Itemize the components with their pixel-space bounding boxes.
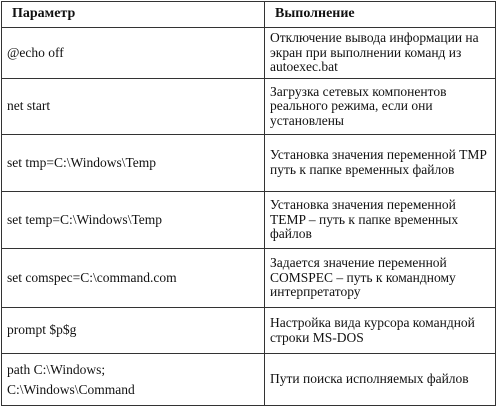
description-cell: Настройка вида курсора командной строки MS-DOS	[265, 308, 496, 354]
description-cell: Отключение вывода информации на экран при выполнении команд из autoexec.bat	[265, 28, 496, 79]
param-text: net start	[7, 98, 51, 114]
table-row	[2, 354, 496, 406]
description-cell: Пути поиска исполняемых файлов	[265, 354, 496, 406]
param-cell	[2, 249, 265, 308]
table-row	[2, 249, 496, 308]
table-row	[2, 192, 496, 249]
description-cell: Установка значения переменной TMP путь к папке временных файлов	[265, 135, 496, 192]
table-row	[2, 79, 496, 135]
param-cell	[2, 192, 265, 249]
param-text: prompt $p$g	[7, 322, 77, 338]
description-cell: Задается значение переменной COMSPEC – путь к командному интерпретатору	[265, 249, 496, 308]
param-text-line-1: path C:\Windows;	[7, 361, 106, 377]
description-cell: Загрузка сетевых компонентов реального режима, если они установлены	[265, 79, 496, 135]
header-parameter: Параметр	[2, 2, 265, 28]
param-cell	[2, 308, 265, 354]
description-cell: Установка значения переменной TEMP – путь к папке временных файлов	[265, 192, 496, 249]
param-cell	[2, 135, 265, 192]
param-cell	[2, 354, 265, 406]
table-row	[2, 308, 496, 354]
parameters-table	[1, 1, 496, 406]
table-row	[2, 135, 496, 192]
table-header-row	[2, 2, 496, 28]
param-text: set temp=C:\Windows\Temp	[7, 211, 162, 227]
param-cell	[2, 79, 265, 135]
param-cell	[2, 28, 265, 79]
param-text: @echo off	[7, 44, 64, 60]
param-text: set comspec=C:\command.com	[7, 269, 177, 285]
table-row	[2, 28, 496, 79]
header-execution: Выполнение	[265, 2, 496, 28]
param-text: set tmp=C:\Windows\Temp	[7, 154, 156, 170]
param-text-line-2: C:\Windows\Command	[7, 381, 135, 397]
